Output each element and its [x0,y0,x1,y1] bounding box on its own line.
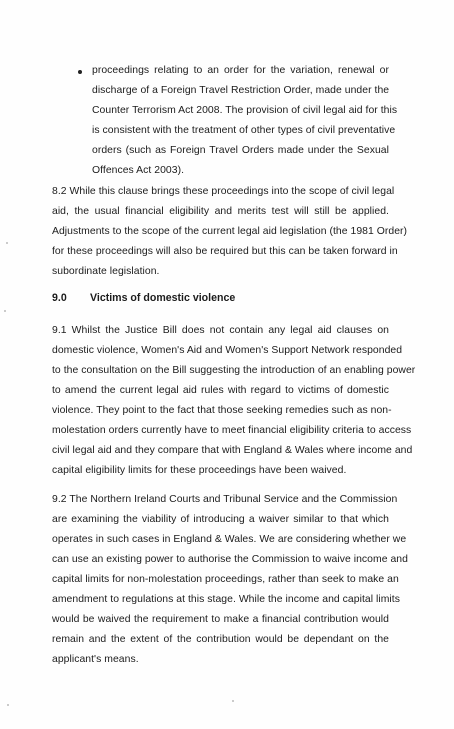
text-line: amendment to regulations at this stage. While the income and capital limits [52,594,400,605]
section-heading [52,292,235,305]
section-title: Victims of domestic violence [90,292,236,304]
bullet-marker [78,70,82,74]
scan-speck [7,704,9,706]
text-line: applicant's means. [52,654,139,665]
text-line: subordinate legislation. [52,266,160,277]
text-line: Counter Terrorism Act 2008. The provision of civil legal aid for this [92,105,398,116]
text-line: to amend the current legal aid rules with regard to victims of domestic [52,385,389,396]
text-line: for these proceedings will also be required but this can be taken forward in [52,246,398,257]
section-number: 9.0 [52,292,67,304]
text-line: capital eligibility limits for these proceedings have been waived. [52,465,347,476]
text-line: capital limits for non-molestation proceedings, rather than seek to make an [52,574,399,585]
text-line: Adjustments to the scope of the current legal aid legislation (the 1981 Order) [52,226,408,237]
text-line: remain and the extent of the contribution would be dependant on the [52,634,389,645]
text-line: operates in such cases in England & Wales. We are considering whether we [52,534,407,545]
scan-speck [232,700,234,702]
text-line: discharge of a Foreign Travel Restriction Order, made under the [92,85,390,96]
text-line: can use an existing power to authorise the Commission to waive income and [52,554,408,565]
text-line: to the consultation on the Bill suggesting the introduction of an enabling power [52,365,416,376]
text-line: Offences Act 2003). [92,165,185,176]
scan-speck [6,242,8,244]
text-line: 8.2 While this clause brings these proceedings into the scope of civil legal [52,186,395,197]
text-line: aid, the usual financial eligibility and merits test will still be applied. [52,206,389,217]
text-line: proceedings relating to an order for the variation, renewal or [92,65,389,76]
scan-speck [4,310,6,312]
text-line: orders (such as Foreign Travel Orders made under the Sexual [92,145,389,156]
text-line: would be waived the requirement to make a financial contribution would [52,614,389,625]
text-line: domestic violence, Women's Aid and Women's Support Network responded [52,345,403,356]
text-line: is consistent with the treatment of other types of civil preventative [92,125,396,136]
text-line: violence. They point to the fact that those seeking remedies such as non- [52,405,392,416]
text-line: are examining the viability of introducing a waiver similar to that which [52,514,389,525]
text-line: 9.1 Whilst the Justice Bill does not contain any legal aid clauses on [52,325,389,336]
text-line: molestation orders currently have to meet financial eligibility criteria to access [52,425,412,436]
text-line: 9.2 The Northern Ireland Courts and Tribunal Service and the Commission [52,494,398,505]
text-line: civil legal aid and they compare that with England & Wales where income and [52,445,413,456]
